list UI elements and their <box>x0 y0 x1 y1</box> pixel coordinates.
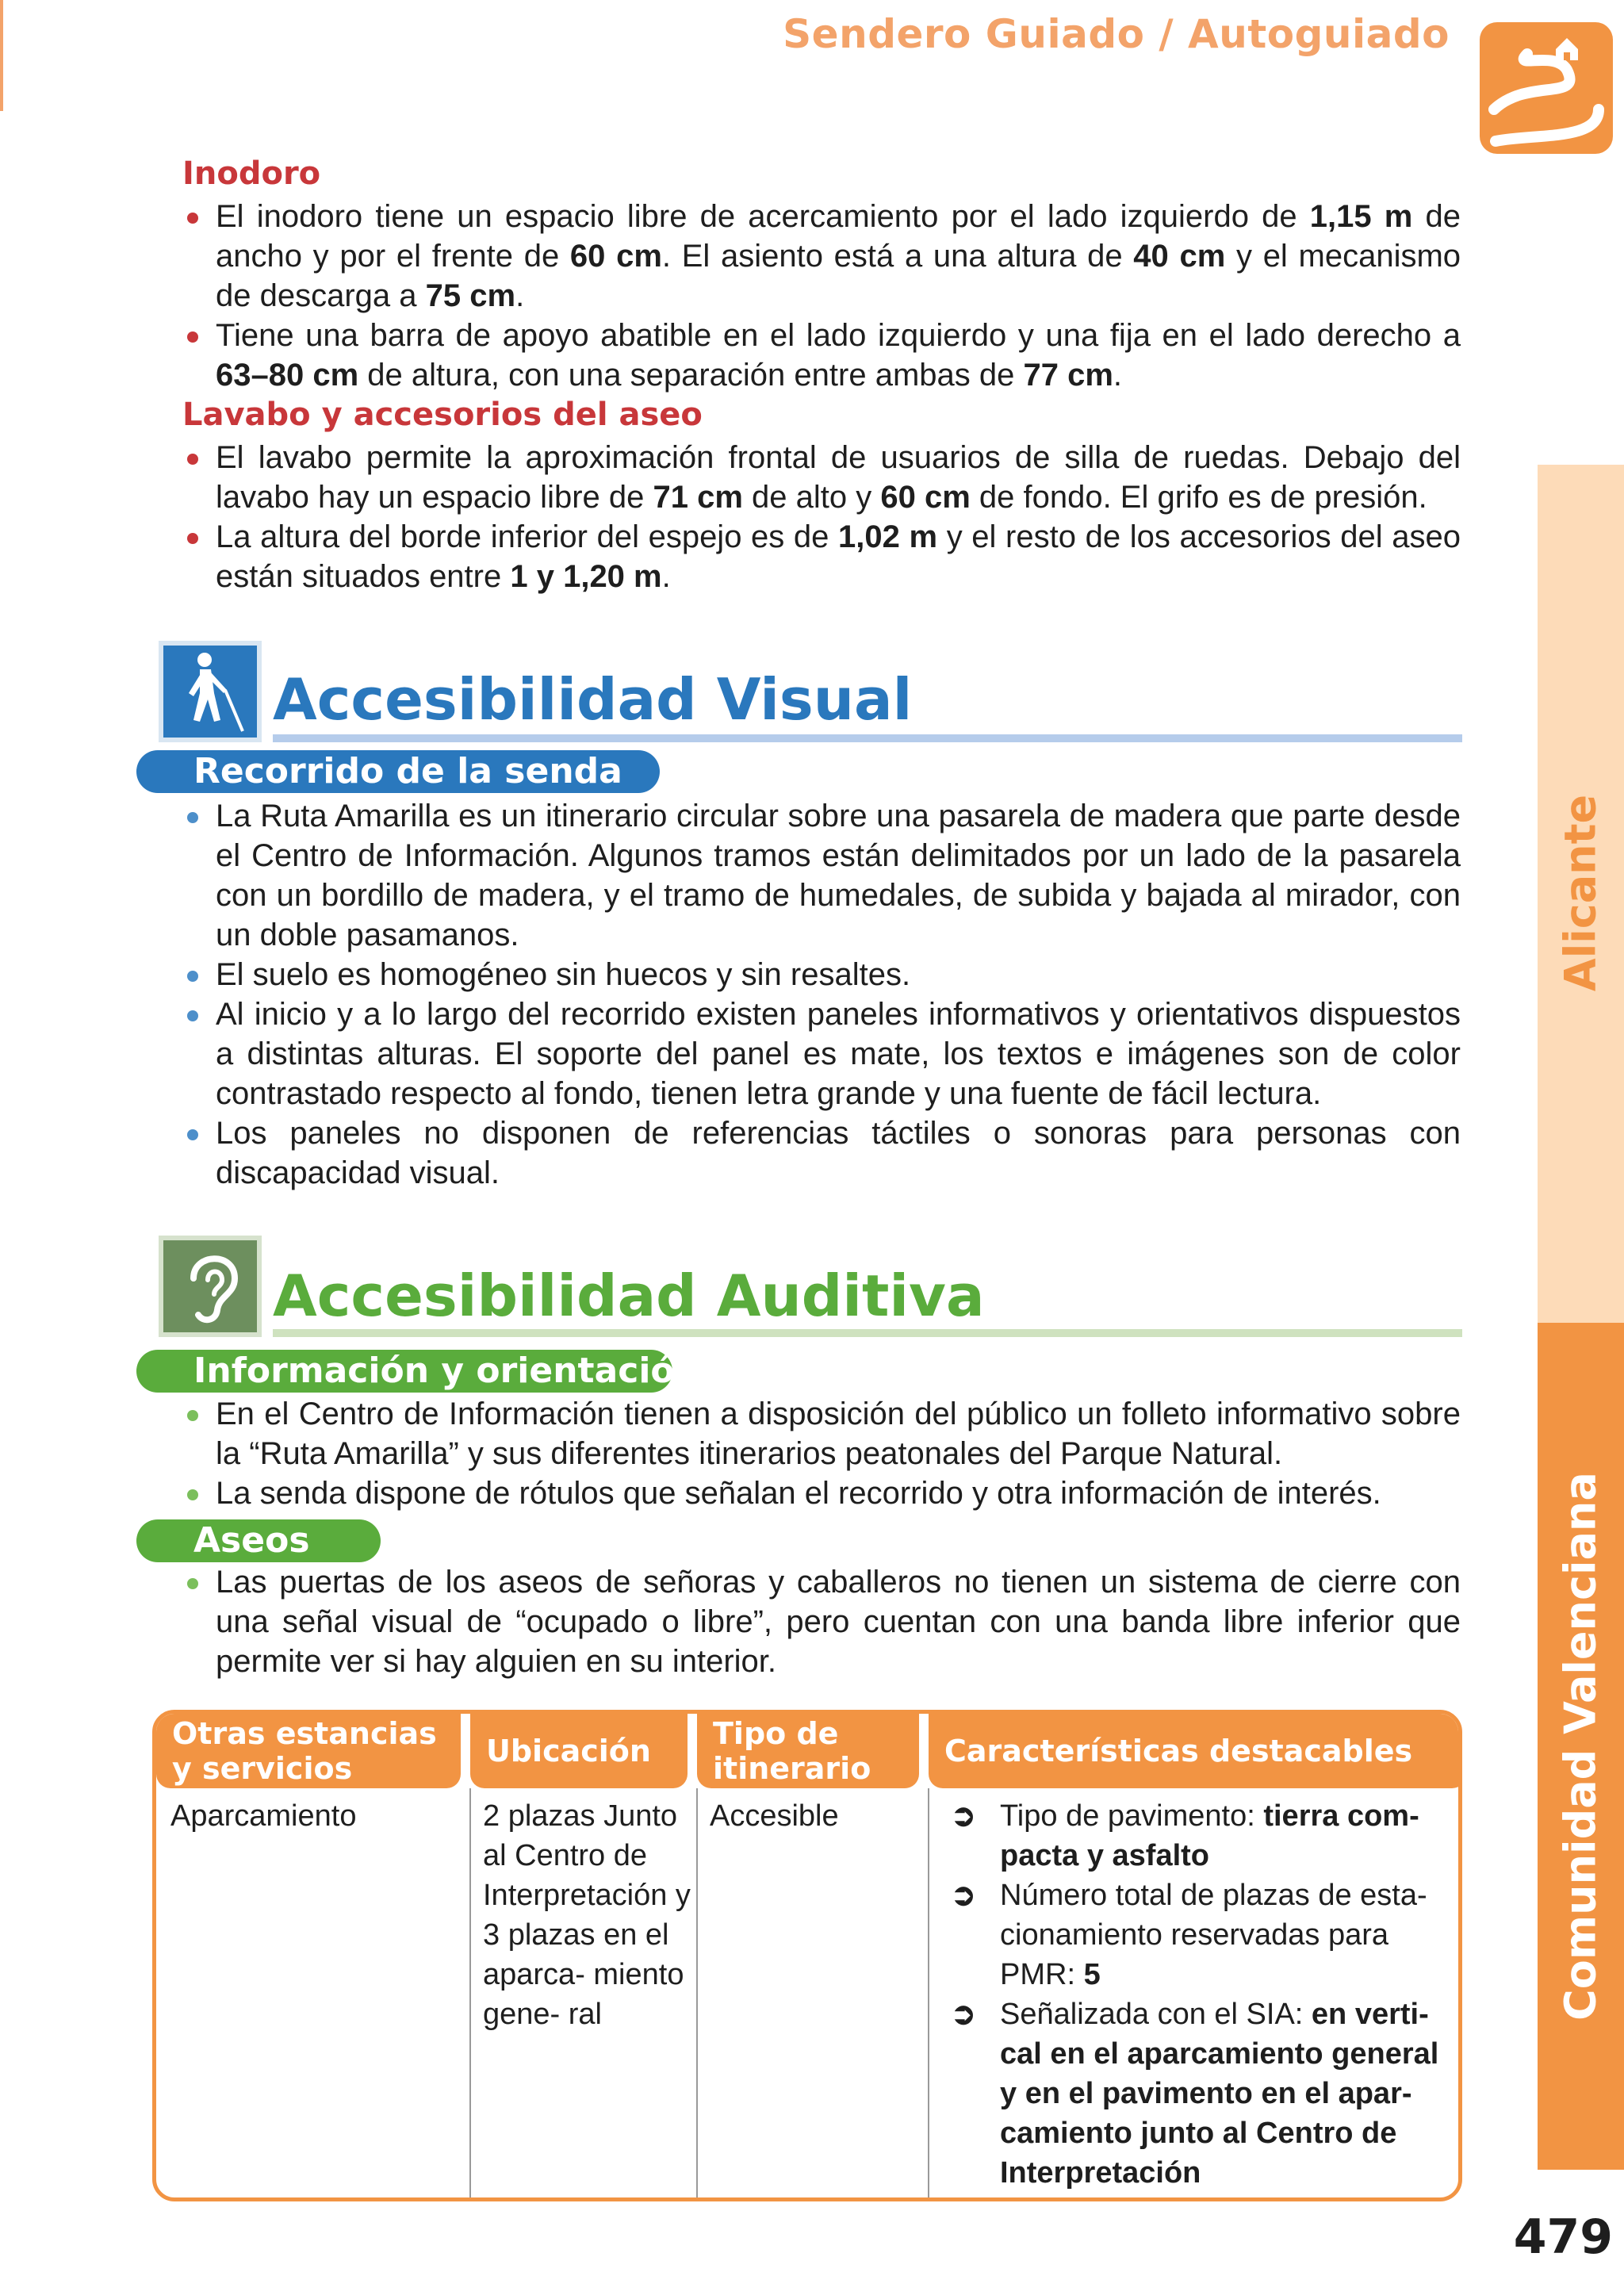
auditiva-list-aseos <box>182 1562 1461 1681</box>
cell-caracteristicas <box>936 1796 1460 2193</box>
path-home-icon <box>1480 22 1613 154</box>
list-item: ➲ Señalizada con el SIA: en verti- cal en el aparcamiento general y en el pavimento en el apar- camiento junto al Centro de Interpretación <box>936 1994 1460 2193</box>
col-header-caracteristicas: Características destacables <box>929 1714 1462 1788</box>
blind-person-cane-icon <box>159 641 262 742</box>
side-region-label: Comunidad Valenciana <box>1555 1472 1606 2021</box>
col-header-ubicacion: Ubicación <box>470 1714 688 1788</box>
page-number: 479 <box>1513 2209 1613 2265</box>
list-item: Tiene una barra de apoyo abatible en el lado izquierdo y una fija en el lado derecho a 63–80 cm de altura, con una separación entre ambas de 77 cm. <box>182 316 1461 395</box>
list-item: En el Centro de Información tienen a disposición del público un folleto informativo sobre la “Ruta Amarilla” y sus diferentes itinerarios peatonales del Parque Natural. <box>182 1394 1461 1473</box>
col-divider <box>696 1788 698 2201</box>
list-item: El inodoro tiene un espacio libre de acercamiento por el lado izquierdo de 1,15 m de ancho y por el frente de 60 cm. El asiento está a una altura de 40 cm y el mecanismo de descarga a 75 cm. <box>182 197 1461 316</box>
list-item: El lavabo permite la aproximación frontal de usuarios de silla de ruedas. Debajo del lavabo hay un espacio libre de 71 cm de alto y 60 cm de fondo. El grifo es de presión. <box>182 438 1461 517</box>
lavabo-list <box>182 438 1461 596</box>
visual-list <box>182 796 1461 1193</box>
section-rule-visual <box>273 734 1462 742</box>
inodoro-list <box>182 197 1461 395</box>
side-province-label: Alicante <box>1555 794 1606 992</box>
list-item: ➲ Tipo de pavimento: tierra com- pacta y asfalto <box>936 1796 1460 1876</box>
arrow-icon: ➲ <box>951 1998 976 2031</box>
list-item: La Ruta Amarilla es un itinerario circular sobre una pasarela de madera que parte desde el Centro de Información. Algunos tramos están delimitados por un lado de la pasarela con un bordillo de madera, y el tramo de humedales, de subida y bajada al mirador, con un doble pasamanos. <box>182 796 1461 955</box>
services-table <box>152 1710 1462 2201</box>
arrow-icon: ➲ <box>951 1799 976 1833</box>
pill-aseos: Aseos <box>136 1519 381 1562</box>
col-divider <box>928 1788 929 2201</box>
lavabo-heading: Lavabo y accesorios del aseo <box>182 397 703 433</box>
page-edge-mark <box>0 0 3 111</box>
arrow-icon: ➲ <box>951 1879 976 1912</box>
col-divider <box>469 1788 471 2201</box>
inodoro-heading: Inodoro <box>182 155 321 192</box>
list-item: Las puertas de los aseos de señoras y caballeros no tienen un sistema de cierre con una señal visual de “ocupado o libre”, pero cuentan con una banda libre inferior que permite ver si hay alguien en su interior. <box>182 1562 1461 1681</box>
col-header-estancias: Otras estancias y servicios <box>156 1714 461 1788</box>
header-title: Sendero Guiado / Autoguiado <box>783 11 1450 57</box>
section-rule-auditiva <box>273 1329 1462 1337</box>
col-header-tipo: Tipo de itinerario <box>697 1714 919 1788</box>
list-item: El suelo es homogéneo sin huecos y sin resaltes. <box>182 955 1461 994</box>
list-item: Los paneles no disponen de referencias táctiles o sonoras para personas con discapacidad visual. <box>182 1113 1461 1193</box>
cell-estancia: Aparcamiento <box>170 1799 357 1833</box>
list-item: La altura del borde inferior del espejo es de 1,02 m y el resto de los accesorios del aseo están situados entre 1 y 1,20 m. <box>182 517 1461 596</box>
pill-recorrido: Recorrido de la senda <box>136 750 660 793</box>
pill-informacion: Información y orientación <box>136 1350 672 1393</box>
ear-hearing-icon <box>159 1236 262 1337</box>
list-item: Al inicio y a lo largo del recorrido existen paneles informativos y orientativos dispuestos a distintas alturas. El soporte del panel es mate, los textos e imágenes son de color contrastado respecto al fondo, tienen letra grande y una fuente de fácil lectura. <box>182 994 1461 1113</box>
list-item: ➲ Número total de plazas de esta- cionamiento reservadas para PMR: 5 <box>936 1876 1460 1994</box>
section-title-auditiva: Accesibilidad Auditiva <box>273 1263 985 1329</box>
cell-tipo: Accesible <box>710 1799 839 1833</box>
cell-ubicacion: 2 plazas Junto al Centro de Interpretación y 3 plazas en el aparca- miento gene- ral <box>483 1799 691 2031</box>
auditiva-list-info <box>182 1394 1461 1513</box>
section-title-visual: Accesibilidad Visual <box>273 666 913 733</box>
table-header <box>156 1714 1458 1788</box>
list-item: La senda dispone de rótulos que señalan el recorrido y otra información de interés. <box>182 1473 1461 1513</box>
